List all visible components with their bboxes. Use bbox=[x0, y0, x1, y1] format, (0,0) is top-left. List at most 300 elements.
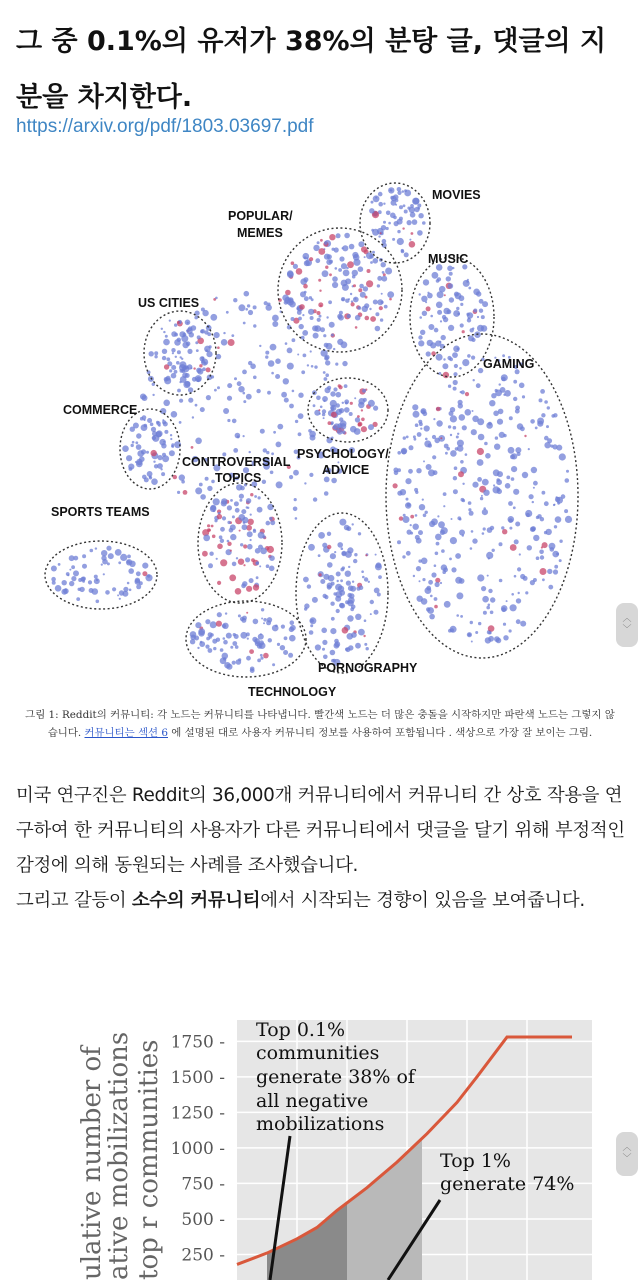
community-node bbox=[418, 335, 422, 339]
y-tick-label: 1750 - bbox=[170, 1032, 225, 1053]
community-node bbox=[472, 410, 474, 412]
community-node bbox=[493, 486, 500, 493]
community-node bbox=[358, 629, 365, 636]
community-node bbox=[127, 560, 131, 564]
community-node bbox=[460, 615, 463, 618]
community-node bbox=[135, 461, 137, 463]
community-node bbox=[208, 648, 213, 653]
community-node bbox=[458, 403, 463, 408]
community-node bbox=[283, 650, 288, 655]
community-node bbox=[397, 540, 401, 544]
community-node bbox=[479, 309, 483, 313]
community-node bbox=[259, 565, 261, 567]
label-us-cities: US CITIES bbox=[138, 296, 200, 310]
community-node bbox=[311, 298, 314, 301]
community-node bbox=[240, 543, 243, 546]
community-node bbox=[355, 643, 361, 649]
community-node bbox=[298, 317, 302, 321]
community-node bbox=[366, 647, 369, 650]
community-node bbox=[527, 545, 532, 550]
community-node bbox=[415, 491, 418, 494]
community-node bbox=[147, 471, 153, 477]
community-node bbox=[227, 505, 232, 510]
community-node bbox=[393, 216, 397, 220]
community-node bbox=[346, 581, 351, 586]
community-node bbox=[415, 514, 418, 517]
community-node bbox=[450, 415, 457, 422]
community-node bbox=[488, 604, 491, 607]
community-node bbox=[495, 436, 498, 439]
community-node bbox=[281, 392, 287, 398]
community-node bbox=[418, 530, 423, 535]
community-node bbox=[238, 304, 245, 311]
community-node bbox=[423, 514, 427, 518]
community-node bbox=[239, 499, 242, 502]
community-node bbox=[405, 478, 411, 484]
community-node bbox=[222, 624, 226, 628]
community-node bbox=[202, 551, 208, 557]
community-node bbox=[460, 460, 464, 464]
community-node bbox=[525, 591, 528, 594]
community-node bbox=[478, 434, 485, 441]
community-node bbox=[303, 277, 308, 282]
community-node bbox=[430, 315, 433, 318]
community-node bbox=[335, 584, 342, 591]
community-node bbox=[217, 544, 223, 550]
community-node bbox=[69, 555, 75, 561]
community-node bbox=[432, 455, 436, 459]
community-node bbox=[263, 653, 269, 659]
community-node bbox=[216, 621, 222, 627]
community-node bbox=[509, 527, 512, 530]
community-node bbox=[135, 441, 138, 444]
community-node bbox=[307, 584, 311, 588]
community-node bbox=[559, 453, 566, 460]
community-node bbox=[415, 535, 420, 540]
community-node bbox=[216, 638, 220, 642]
community-node bbox=[270, 471, 274, 475]
community-node bbox=[287, 271, 294, 278]
community-node bbox=[200, 407, 205, 412]
community-node bbox=[334, 247, 339, 252]
community-node bbox=[197, 647, 199, 649]
community-node bbox=[437, 310, 442, 315]
community-node bbox=[472, 482, 478, 488]
community-node bbox=[254, 495, 257, 498]
community-node bbox=[313, 497, 317, 501]
community-node bbox=[555, 516, 562, 523]
community-node bbox=[318, 554, 321, 557]
community-node bbox=[378, 202, 383, 207]
community-node bbox=[94, 575, 98, 579]
community-node bbox=[386, 227, 389, 230]
community-node bbox=[406, 498, 409, 501]
community-node bbox=[255, 548, 261, 554]
community-node bbox=[316, 396, 321, 401]
community-node bbox=[488, 589, 492, 593]
community-node bbox=[69, 569, 71, 571]
community-node bbox=[299, 324, 304, 329]
community-node bbox=[416, 468, 421, 473]
community-node bbox=[481, 495, 483, 497]
community-node bbox=[253, 305, 257, 309]
community-node bbox=[232, 562, 237, 567]
community-node bbox=[326, 343, 333, 350]
community-node bbox=[194, 316, 198, 320]
annotation-2-line-1: Top 1% bbox=[440, 1150, 511, 1172]
community-node bbox=[162, 349, 167, 354]
community-node bbox=[322, 543, 327, 548]
community-node bbox=[230, 524, 236, 530]
community-node bbox=[118, 561, 121, 564]
community-node bbox=[409, 445, 414, 450]
source-link[interactable]: https://arxiv.org/pdf/1803.03697.pdf bbox=[16, 116, 314, 137]
community-node bbox=[482, 532, 485, 535]
community-node bbox=[482, 596, 489, 603]
community-node bbox=[341, 263, 347, 269]
community-node bbox=[296, 268, 303, 275]
community-node bbox=[312, 325, 318, 331]
community-node bbox=[272, 321, 278, 327]
community-node bbox=[338, 315, 344, 321]
community-node bbox=[388, 222, 391, 225]
community-node bbox=[150, 423, 154, 427]
community-node bbox=[189, 332, 194, 337]
community-node bbox=[246, 394, 252, 400]
community-node bbox=[394, 471, 399, 476]
community-node bbox=[436, 542, 440, 546]
community-node bbox=[535, 427, 538, 430]
community-node bbox=[427, 293, 433, 299]
community-node bbox=[343, 270, 350, 277]
community-node bbox=[270, 344, 277, 351]
community-node bbox=[410, 515, 414, 519]
community-node bbox=[327, 562, 333, 568]
community-node bbox=[297, 310, 302, 315]
community-node bbox=[404, 252, 409, 257]
community-node bbox=[287, 363, 294, 370]
community-node bbox=[540, 389, 545, 394]
community-node bbox=[511, 477, 515, 481]
community-node bbox=[90, 549, 94, 553]
community-node bbox=[232, 419, 237, 424]
community-node bbox=[422, 499, 424, 501]
community-node bbox=[514, 539, 519, 544]
community-node bbox=[238, 386, 244, 392]
community-node bbox=[145, 574, 152, 581]
community-node bbox=[443, 358, 445, 360]
community-node bbox=[450, 537, 457, 544]
community-node bbox=[361, 409, 363, 411]
community-node bbox=[455, 553, 461, 559]
community-node bbox=[365, 554, 367, 556]
community-node bbox=[391, 200, 397, 206]
community-node bbox=[412, 198, 419, 205]
community-node bbox=[402, 227, 404, 229]
community-node bbox=[351, 302, 355, 306]
community-node bbox=[355, 315, 361, 321]
community-node bbox=[253, 324, 256, 327]
y-tick-label: 500 - bbox=[181, 1209, 225, 1230]
community-node bbox=[342, 402, 344, 404]
community-node bbox=[247, 531, 253, 537]
community-node bbox=[465, 453, 468, 456]
community-node bbox=[103, 573, 105, 575]
community-node bbox=[542, 491, 546, 495]
ylabel-line-2: ative mobilizations bbox=[104, 1031, 134, 1280]
community-node bbox=[456, 307, 459, 310]
community-node bbox=[334, 641, 340, 647]
community-node bbox=[249, 649, 254, 654]
community-node bbox=[519, 553, 521, 555]
community-node bbox=[373, 195, 380, 202]
community-node bbox=[564, 509, 568, 513]
community-node bbox=[540, 568, 547, 575]
community-node bbox=[267, 617, 272, 622]
community-node bbox=[298, 413, 304, 419]
community-node bbox=[377, 284, 380, 287]
community-node bbox=[342, 298, 345, 301]
community-node bbox=[304, 607, 307, 610]
community-node bbox=[554, 565, 558, 569]
community-node bbox=[242, 581, 247, 586]
community-node bbox=[465, 409, 472, 416]
community-node bbox=[489, 400, 495, 406]
community-node bbox=[220, 539, 224, 543]
community-node bbox=[383, 203, 385, 205]
community-node bbox=[550, 547, 555, 552]
community-node bbox=[419, 316, 422, 319]
community-node bbox=[530, 419, 535, 424]
community-node bbox=[61, 580, 66, 585]
community-node bbox=[272, 663, 275, 666]
community-node bbox=[506, 476, 510, 480]
community-node bbox=[477, 574, 484, 581]
community-node bbox=[71, 576, 76, 581]
community-node bbox=[287, 348, 293, 354]
community-node bbox=[177, 389, 181, 393]
community-node bbox=[515, 409, 520, 414]
community-node bbox=[321, 628, 327, 634]
community-node bbox=[413, 575, 415, 577]
scroll-handle-upper[interactable] bbox=[616, 603, 638, 647]
community-node bbox=[254, 638, 260, 644]
community-node bbox=[292, 390, 295, 393]
community-node bbox=[331, 334, 334, 337]
community-node bbox=[224, 662, 230, 668]
community-node bbox=[454, 364, 458, 368]
community-node bbox=[334, 551, 336, 553]
community-node bbox=[268, 360, 275, 367]
community-node bbox=[359, 284, 364, 289]
community-node bbox=[327, 254, 332, 259]
community-node bbox=[381, 276, 387, 282]
community-node bbox=[508, 516, 515, 523]
community-node bbox=[250, 514, 252, 516]
community-node bbox=[310, 619, 314, 623]
community-node bbox=[482, 509, 488, 515]
community-node bbox=[349, 244, 355, 250]
community-node bbox=[477, 477, 482, 482]
community-node bbox=[419, 580, 421, 582]
community-node bbox=[475, 631, 478, 634]
community-node bbox=[342, 430, 346, 434]
community-node bbox=[453, 372, 457, 376]
community-node bbox=[365, 296, 368, 299]
scroll-handle-lower[interactable] bbox=[616, 1132, 638, 1176]
community-node bbox=[473, 379, 475, 381]
community-node bbox=[339, 519, 346, 526]
community-node bbox=[284, 636, 288, 640]
community-node bbox=[320, 579, 325, 584]
community-node bbox=[233, 448, 238, 453]
community-node bbox=[433, 418, 435, 420]
community-node bbox=[88, 580, 92, 584]
community-node bbox=[129, 467, 133, 471]
community-node bbox=[164, 364, 169, 369]
community-node bbox=[308, 429, 312, 433]
community-node bbox=[317, 318, 321, 322]
community-node bbox=[269, 555, 275, 561]
community-node bbox=[207, 528, 211, 532]
community-node bbox=[277, 424, 283, 430]
community-node bbox=[497, 471, 503, 477]
community-node bbox=[217, 386, 220, 389]
community-node bbox=[157, 463, 163, 469]
community-node bbox=[403, 204, 406, 207]
community-node bbox=[349, 412, 353, 416]
community-node bbox=[326, 316, 328, 318]
community-node bbox=[463, 280, 470, 287]
community-node bbox=[453, 476, 457, 480]
community-node bbox=[328, 421, 332, 425]
community-node bbox=[260, 654, 263, 657]
community-node bbox=[327, 386, 331, 390]
community-node bbox=[257, 659, 261, 663]
community-node bbox=[240, 617, 244, 621]
community-node bbox=[246, 632, 250, 636]
community-node bbox=[381, 293, 383, 295]
community-node bbox=[450, 434, 452, 436]
community-node bbox=[182, 342, 189, 349]
community-node bbox=[402, 190, 405, 193]
caption-link[interactable]: 커뮤니티는 섹션 6 bbox=[84, 727, 168, 739]
community-node bbox=[331, 407, 335, 411]
community-node bbox=[411, 232, 414, 235]
community-node bbox=[499, 383, 501, 385]
community-node bbox=[511, 593, 514, 596]
community-node bbox=[247, 304, 250, 307]
community-node bbox=[223, 657, 226, 660]
community-node bbox=[232, 661, 236, 665]
community-node bbox=[509, 604, 516, 611]
community-node bbox=[89, 588, 94, 593]
community-node bbox=[261, 608, 264, 611]
community-node bbox=[293, 507, 298, 512]
community-node bbox=[399, 516, 403, 520]
community-node bbox=[516, 619, 521, 624]
community-node bbox=[462, 359, 469, 366]
annotation-2-line-2: generate 74% bbox=[440, 1173, 575, 1195]
community-node bbox=[425, 511, 428, 514]
community-node bbox=[234, 634, 239, 639]
y-tick-label: 1500 - bbox=[170, 1067, 225, 1088]
community-node bbox=[318, 532, 325, 539]
community-node bbox=[547, 406, 550, 409]
community-node bbox=[265, 351, 269, 355]
community-node bbox=[354, 298, 356, 300]
community-node bbox=[196, 377, 201, 382]
community-node bbox=[312, 597, 318, 603]
community-node bbox=[378, 192, 383, 197]
community-node bbox=[163, 400, 170, 407]
community-node bbox=[470, 547, 473, 550]
community-node bbox=[255, 562, 259, 566]
community-node bbox=[524, 435, 526, 437]
community-node bbox=[221, 498, 227, 504]
y-tick-label: 250 - bbox=[181, 1245, 225, 1266]
community-node bbox=[82, 564, 87, 569]
community-node bbox=[380, 318, 383, 321]
community-node bbox=[435, 582, 440, 587]
community-node bbox=[361, 570, 364, 573]
ylabel-line-3: top r communities bbox=[134, 1039, 164, 1280]
community-node bbox=[432, 435, 436, 439]
community-node bbox=[126, 455, 132, 461]
community-node bbox=[383, 221, 386, 224]
community-node bbox=[288, 653, 293, 658]
community-node bbox=[102, 559, 108, 565]
community-node bbox=[494, 444, 500, 450]
community-node bbox=[325, 266, 328, 269]
community-node bbox=[376, 562, 382, 568]
community-node bbox=[69, 581, 74, 586]
community-node bbox=[217, 514, 222, 519]
community-node bbox=[67, 574, 69, 576]
community-node bbox=[533, 487, 535, 489]
community-node bbox=[340, 603, 346, 609]
community-node bbox=[559, 540, 562, 543]
community-node bbox=[447, 356, 451, 360]
community-node bbox=[149, 351, 154, 356]
community-node bbox=[553, 569, 558, 574]
community-node bbox=[317, 311, 321, 315]
community-node bbox=[246, 506, 248, 508]
community-node bbox=[453, 346, 460, 353]
label-technology: TECHNOLOGY bbox=[248, 685, 337, 699]
community-node bbox=[421, 558, 428, 565]
annotation-1-line-3: generate 38% of bbox=[256, 1066, 415, 1088]
community-node bbox=[156, 421, 160, 425]
community-node bbox=[308, 309, 314, 315]
community-node bbox=[336, 572, 341, 577]
community-node bbox=[408, 469, 413, 474]
community-node bbox=[226, 311, 229, 314]
community-node bbox=[516, 598, 521, 603]
community-node bbox=[378, 575, 382, 579]
community-node bbox=[488, 636, 494, 642]
community-node bbox=[547, 569, 552, 574]
community-node bbox=[416, 566, 421, 571]
community-node bbox=[419, 504, 425, 510]
community-node bbox=[448, 425, 451, 428]
community-node bbox=[344, 384, 348, 388]
community-node bbox=[517, 567, 521, 571]
community-node bbox=[225, 612, 227, 614]
community-node bbox=[375, 312, 379, 316]
community-node bbox=[429, 614, 435, 620]
community-node bbox=[403, 436, 406, 439]
